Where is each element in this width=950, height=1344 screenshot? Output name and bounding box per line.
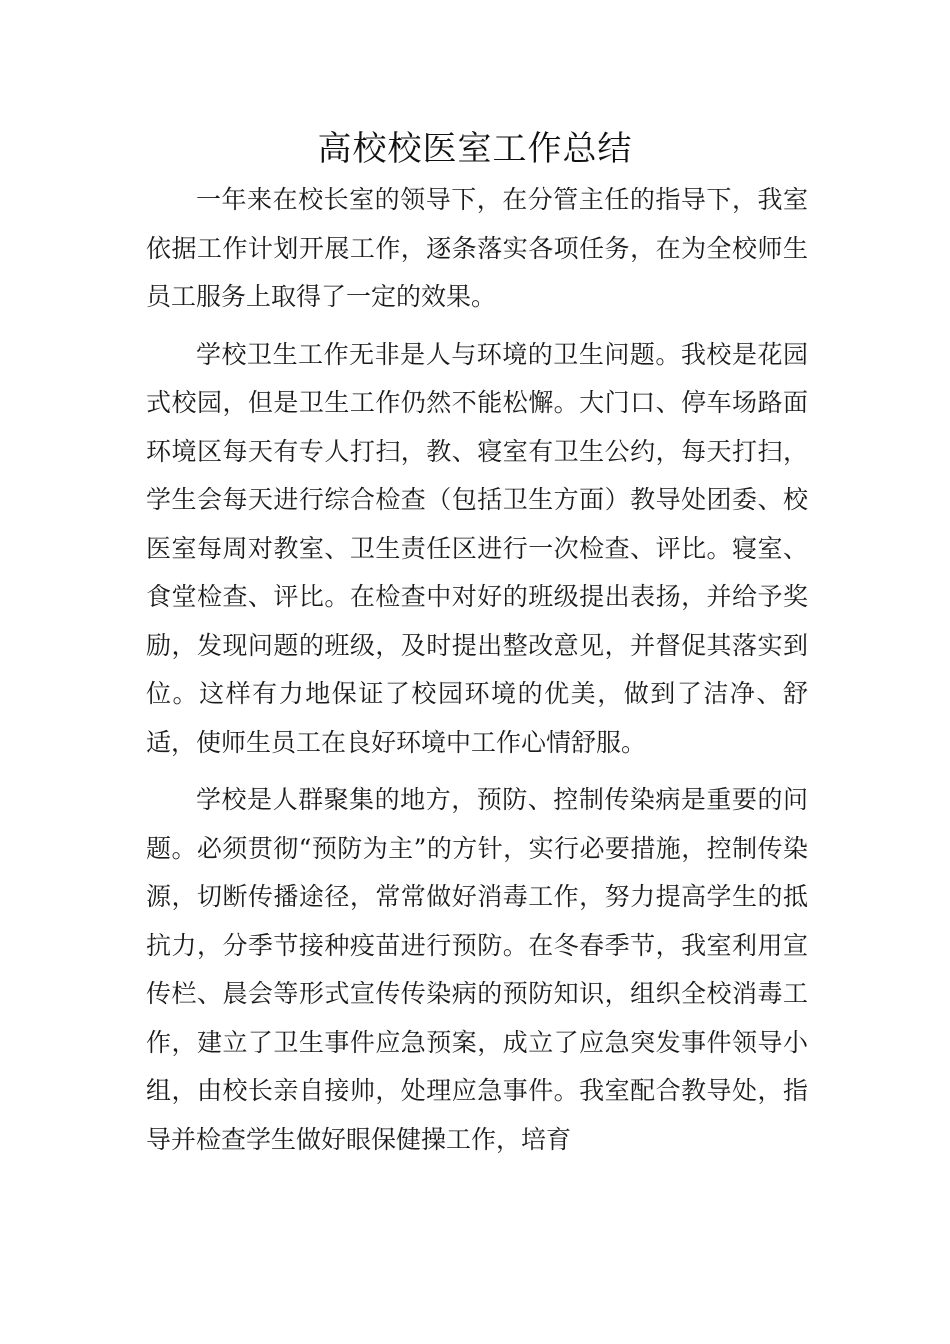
paragraph-1: 一年来在校长室的领导下，在分管主任的指导下，我室依据工作计划开展工作，逐条落实各项任务，在为全校师生员工服务上取得了一定的效果。 [146, 185, 808, 311]
paragraph-2: 学校卫生工作无非是人与环境的卫生问题。我校是花园式校园，但是卫生工作仍然不能松懈。大门口、停车场路面环境区每天有专人打扫，教、寝室有卫生公约，每天打扫，学生会每天进行综合检查（包括卫生方面）教导处团委、校医室每周对教室、卫生责任区进行一次检查、评比。寝室、食堂检查、评比。在检查中对好的班级提出表扬，并给予奖励，发现问题的班级，及时提出整改意见，并督促其落实到位。这样有力地保证了校园环境的优美，做到了洁净、舒适，使师生员工在良好环境中工作心情舒服。 [146, 339, 808, 757]
paragraph-3: 学校是人群聚集的地方，预防、控制传染病是重要的问题。必须贯彻“预防为主”的方针，实行必要措施，控制传染源，切断传播途径，常常做好消毒工作，努力提高学生的抵抗力，分季节接种疫苗进行预防。在冬春季节，我室利用宣传栏、晨会等形式宣传传染病的预防知识，组织全校消毒工作，建立了卫生事件应急预案，成立了应急突发事件领导小组，由校长亲自接帅，处理应急事件。我室配合教导处，指导并检查学生做好眼保健操工作，培育 [146, 785, 808, 1154]
document-title: 高校校医室工作总结 [317, 129, 633, 169]
document-body [146, 176, 808, 1173]
